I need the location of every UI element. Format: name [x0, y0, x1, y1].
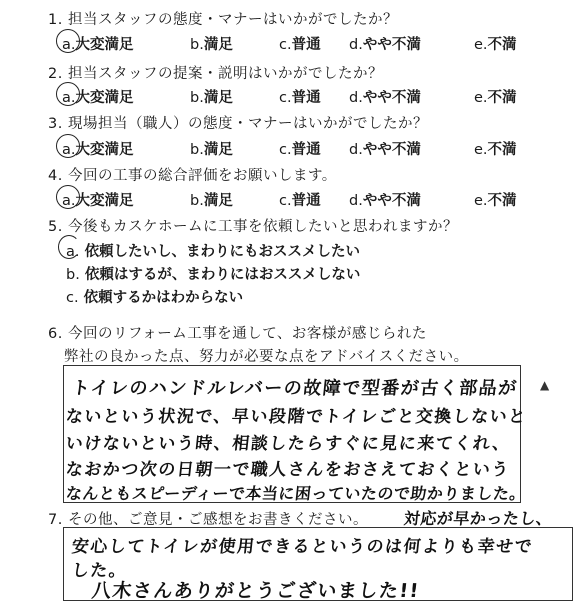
q4-option-c[interactable]: c.普通 [279, 193, 321, 209]
question-6-line-2: 弊社の良かった点、努力が必要な点をアドバイスください。 [64, 349, 469, 365]
selected-circle-mark [56, 185, 80, 209]
question-4: 4. 今回の工事の総合評価をお願いします。 [48, 168, 337, 184]
q7-handwriting-inline: 対応が早かったし、 [402, 509, 554, 528]
q2-option-e[interactable]: e.不満 [474, 90, 517, 106]
q4-option-d[interactable]: d.やや不満 [349, 193, 421, 209]
stray-ink-dot: ▲ [540, 378, 550, 392]
q3-option-e[interactable]: e.不満 [474, 142, 517, 158]
q4-option-b[interactable]: b.満足 [190, 193, 233, 209]
question-7: 7. その他、ご意見・ご感想をお書きください。 [48, 512, 368, 528]
q2-option-a[interactable]: a.大変満足 [62, 86, 134, 107]
q2-option-b[interactable]: b.満足 [190, 90, 233, 106]
q3-option-d[interactable]: d.やや不満 [349, 142, 421, 158]
q6-handwriting-line-4: なおかつ次の日朝一で職人さんをおさえておくという [64, 460, 511, 480]
question-2: 2. 担当スタッフの提案・説明はいかがでしたか？ [48, 66, 383, 82]
question-5: 5. 今後もカスケホームに工事を依頼したいと思われますか？ [48, 219, 458, 235]
q1-option-c[interactable]: c.普通 [279, 37, 321, 53]
q5-option-a[interactable]: a. 依頼したいし、まわりにもおススメしたい [66, 240, 360, 261]
question-6-line-1: 6. 今回のリフォーム工事を通して、お客様が感じられた [48, 326, 427, 342]
selected-circle-mark [56, 82, 80, 106]
question-1: 1. 担当スタッフの態度・マナーはいかがでしたか？ [48, 12, 398, 28]
q2-option-c[interactable]: c.普通 [279, 90, 321, 106]
q3-option-c[interactable]: c.普通 [279, 142, 321, 158]
q1-option-b[interactable]: b.満足 [190, 37, 233, 53]
q5-option-c[interactable]: c. 依頼するかはわからない [66, 290, 244, 306]
selected-circle-mark [56, 134, 80, 158]
q7-handwriting-line-3: 八木さんありがとうございました!! [90, 580, 421, 602]
q1-option-a[interactable]: a.大変満足 [62, 33, 134, 54]
question-3: 3. 現場担当（職人）の態度・マナーはいかがでしたか？ [48, 116, 428, 132]
q7-handwriting-line-2: した。 [70, 561, 129, 581]
selected-circle-mark [56, 29, 80, 53]
q1-option-d[interactable]: d.やや不満 [349, 37, 421, 53]
selected-circle-mark [58, 235, 80, 259]
q1-option-e[interactable]: e.不満 [474, 37, 517, 53]
q2-option-d[interactable]: d.やや不満 [349, 90, 421, 106]
q5-option-b[interactable]: b. 依頼はするが、まわりにはおススメしない [66, 267, 361, 283]
q7-handwriting-line-1: 安心してトイレが使用できるというのは何よりも幸せで [70, 537, 535, 557]
q6-handwriting-line-3: いけないという時、相談したらすぐに見に来てくれ、 [64, 434, 512, 454]
q6-handwriting-line-5: なんともスピーディーで本当に困っていたので助かりました。 [64, 484, 527, 503]
q3-option-b[interactable]: b.満足 [190, 142, 233, 158]
q6-handwriting-line-1: トイレのハンドルレバーの故障で型番が古く部品が [70, 378, 519, 399]
q3-option-a[interactable]: a.大変満足 [62, 138, 134, 159]
q4-option-e[interactable]: e.不満 [474, 193, 517, 209]
q6-handwriting-line-2: ないという状況で、早い段階でトイレごと交換しないと [64, 407, 528, 427]
q4-option-a[interactable]: a.大変満足 [62, 189, 134, 210]
